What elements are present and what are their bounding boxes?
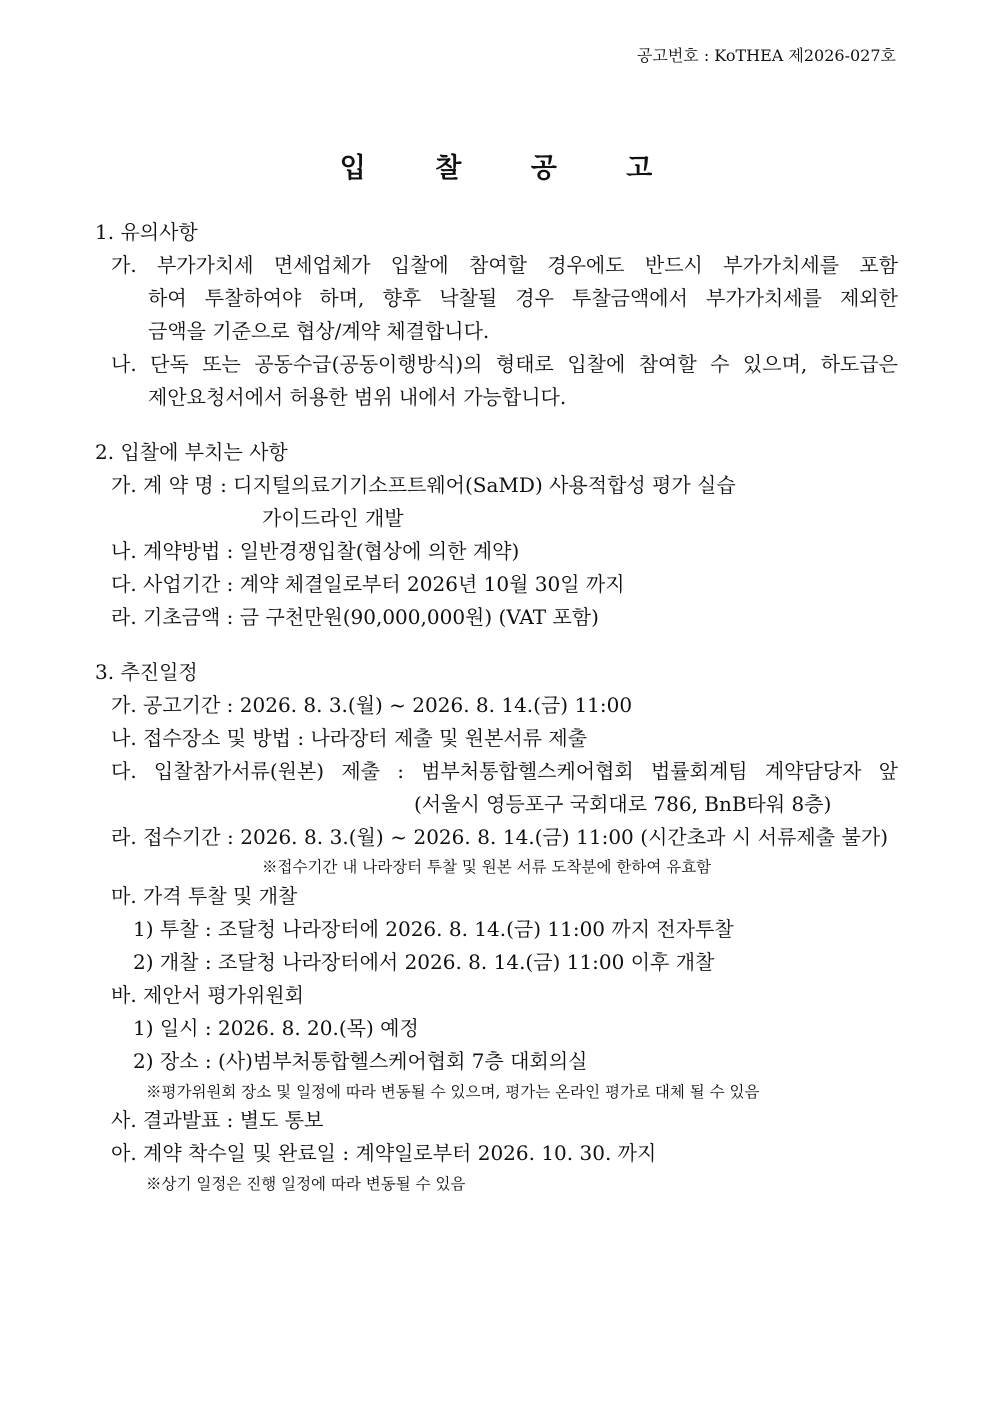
contract-method: 나. 계약방법 : 일반경쟁입찰(협상에 의한 계약) <box>111 539 520 563</box>
evaluation-note: ※평가위원회 장소 및 일정에 따라 변동될 수 있으며, 평가는 온라인 평가로 대체 될 수 있음 <box>146 1083 760 1101</box>
evaluation-date: 1) 일시 : 2026. 8. 20.(목) 예정 <box>133 1016 419 1040</box>
contract-name-line2: 가이드라인 개발 <box>262 506 404 530</box>
notice-item-na-line1: 나. 단독 또는 공동수급(공동이행방식)의 형태로 입찰에 참여할 수 있으며, 하도급은 <box>111 352 898 376</box>
document-submission-line2: (서울시 영등포구 국회대로 786, BnB타워 8층) <box>414 792 832 816</box>
page-title: 입 찰 공 고 <box>339 153 683 184</box>
schedule-note: ※상기 일정은 진행 일정에 따라 변동될 수 있음 <box>146 1175 466 1193</box>
submission-period: 라. 접수기간 : 2026. 8. 3.(월) ~ 2026. 8. 14.(금) 11:00 (시간초과 시 서류제출 불가) <box>111 825 888 849</box>
notice-item-ga-line1: 가. 부가가치세 면세업체가 입찰에 참여할 경우에도 반드시 부가가치세를 포함 <box>111 253 898 277</box>
contract-start-end: 아. 계약 착수일 및 완료일 : 계약일로부터 2026. 10. 30. 까지 <box>111 1141 657 1165</box>
notice-item-na-line2: 제안요청서에서 허용한 범위 내에서 가능합니다. <box>148 385 567 409</box>
bidding-item-1: 1) 투찰 : 조달청 나라장터에 2026. 8. 14.(금) 11:00 까지 전자투찰 <box>133 917 734 941</box>
section-3-heading: 3. 추진일정 <box>95 660 198 684</box>
project-period: 다. 사업기간 : 계약 체결일로부터 2026년 10월 30일 까지 <box>111 572 625 596</box>
section-2-heading: 2. 입찰에 부치는 사항 <box>95 440 288 464</box>
notice-item-ga-line2: 하여 투찰하여야 하며, 향후 낙찰될 경우 투찰금액에서 부가가치세를 제외한 <box>148 286 898 310</box>
submission-place: 나. 접수장소 및 방법 : 나라장터 제출 및 원본서류 제출 <box>111 726 588 750</box>
evaluation-place: 2) 장소 : (사)범부처통합헬스케어협회 7층 대회의실 <box>133 1049 588 1073</box>
bidding-heading: 마. 가격 투찰 및 개찰 <box>111 884 298 908</box>
base-amount: 라. 기초금액 : 금 구천만원(90,000,000원) (VAT 포함) <box>111 605 599 629</box>
section-1-heading: 1. 유의사항 <box>95 220 198 244</box>
contract-name-line1: 가. 계 약 명 : 디지털의료기기소프트웨어(SaMD) 사용적합성 평가 실습 <box>111 473 736 497</box>
document-number: 공고번호 : KoTHEA 제2026-027호 <box>636 46 896 65</box>
notice-item-ga-line3: 금액을 기준으로 협상/계약 체결합니다. <box>148 319 490 343</box>
evaluation-committee-heading: 바. 제안서 평가위원회 <box>111 983 304 1007</box>
document-submission-line1: 다. 입찰참가서류(원본) 제출 : 범부처통합헬스케어협회 법률회계팀 계약담당자 앞 <box>111 759 898 783</box>
announcement-period: 가. 공고기간 : 2026. 8. 3.(월) ~ 2026. 8. 14.(금) 11:00 <box>111 693 633 717</box>
result-announcement: 사. 결과발표 : 별도 통보 <box>111 1108 324 1132</box>
bidding-item-2: 2) 개찰 : 조달청 나라장터에서 2026. 8. 14.(금) 11:00 이후 개찰 <box>133 950 715 974</box>
submission-period-note: ※접수기간 내 나라장터 투찰 및 원본 서류 도착분에 한하여 유효함 <box>262 858 712 876</box>
